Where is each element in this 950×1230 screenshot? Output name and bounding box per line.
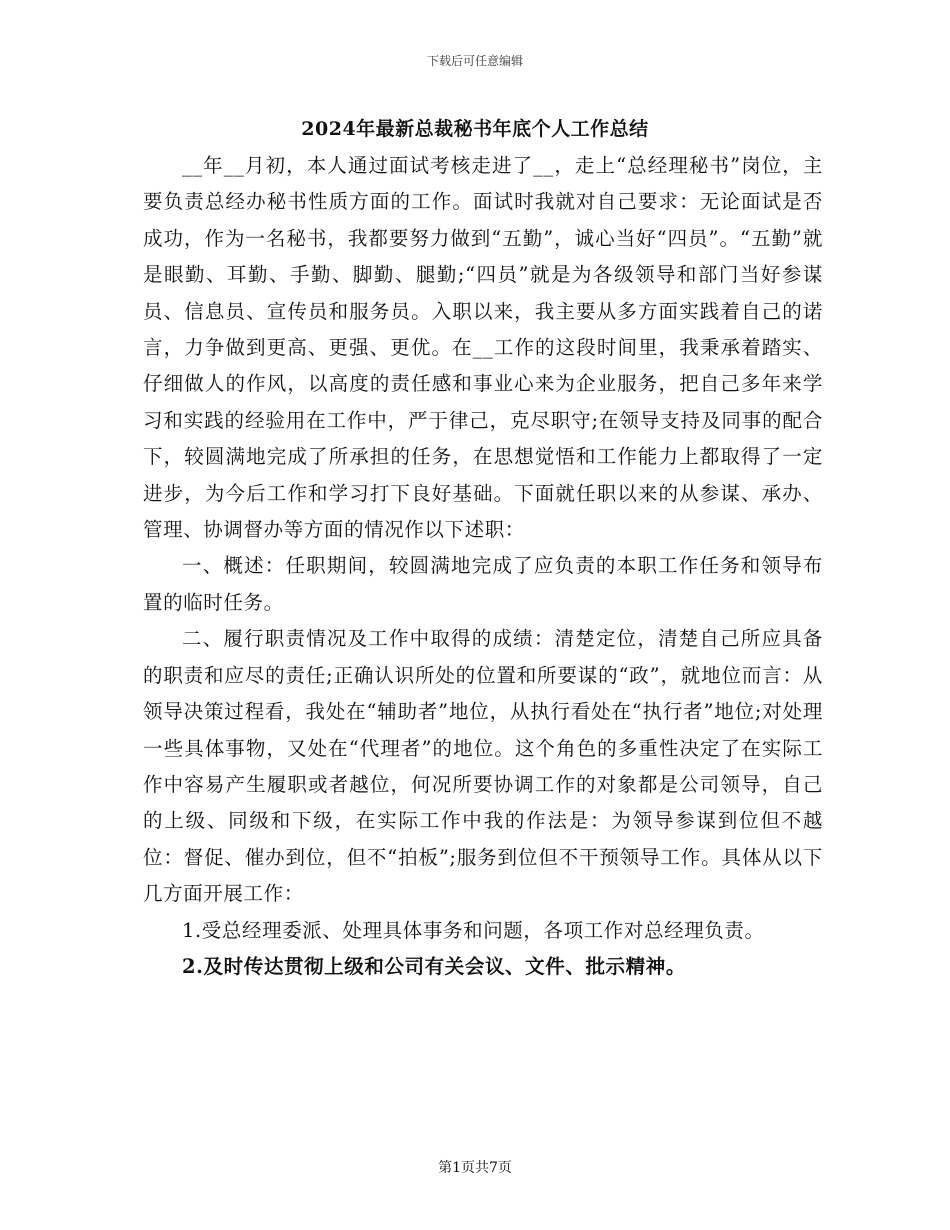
paragraph-item-2: 2.及时传达贯彻上级和公司有关会议、文件、批示精神。 <box>182 954 686 978</box>
header-note: 下载后可任意编辑 <box>426 54 523 68</box>
paragraph-intro: __年__月初，本人通过面试考核走进了__，走上“总经理秘书”岗位，主要负责总经办秘书性质方面的工作。面试时我就对自己要求：无论面试是否成功，作为一名秘书，我都要努力做到“五勤”，诚心当好“四员”。“五勤”就是眼勤、耳勤、手勤、脚勤、腿勤;“四员”就是为各级领导和部门当好参谋员、信息员、宣传员和服务员。入职以来，我主要从多方面实践着自己的诺言，力争做到更高、更强、更优。在__工作的这段时间里，我秉承着踏实、仔细做人的作风，以高度的责任感和事业心来为企业服务，把自己多年来学习和实践的经验用在工作中，严于律己，克尽职守;在领导支持及同事的配合下，较圆满地完成了所承担的任务，在思想觉悟和工作能力上都取得了一定进步，为今后工作和学习打下良好基础。下面就任职以来的从参谋、承办、管理、协调督办等方面的情况作以下述职： <box>143 154 823 542</box>
page-number: 第1页共7页 <box>438 1160 512 1176</box>
document-body <box>143 148 823 985</box>
paragraph-duties: 二、履行职责情况及工作中取得的成绩：清楚定位，清楚自己所应具备的职责和应尽的责任;正确认识所处的位置和所要谋的“政”，就地位而言：从领导决策过程看，我处在“辅助者”地位，从执行看处在“执行者”地位;对处理一些具体事物，又处在“代理者”的地位。这个角色的多重性决定了在实际工作中容易产生履职或者越位，何况所要协调工作的对象都是公司领导，自己的上级、同级和下级，在实际工作中我的作法是：为领导参谋到位但不越位：督促、催办到位，但不“拍板”;服务到位但不干预领导工作。具体从以下几方面开展工作： <box>143 627 823 906</box>
paragraph-overview: 一、概述：任职期间，较圆满地完成了应负责的本职工作任务和领导布置的临时任务。 <box>143 554 823 614</box>
paragraph-item-1: 1.受总经理委派、处理具体事务和问题，各项工作对总经理负责。 <box>182 918 765 942</box>
document-title: 2024年最新总裁秘书年底个人工作总结 <box>301 118 649 140</box>
